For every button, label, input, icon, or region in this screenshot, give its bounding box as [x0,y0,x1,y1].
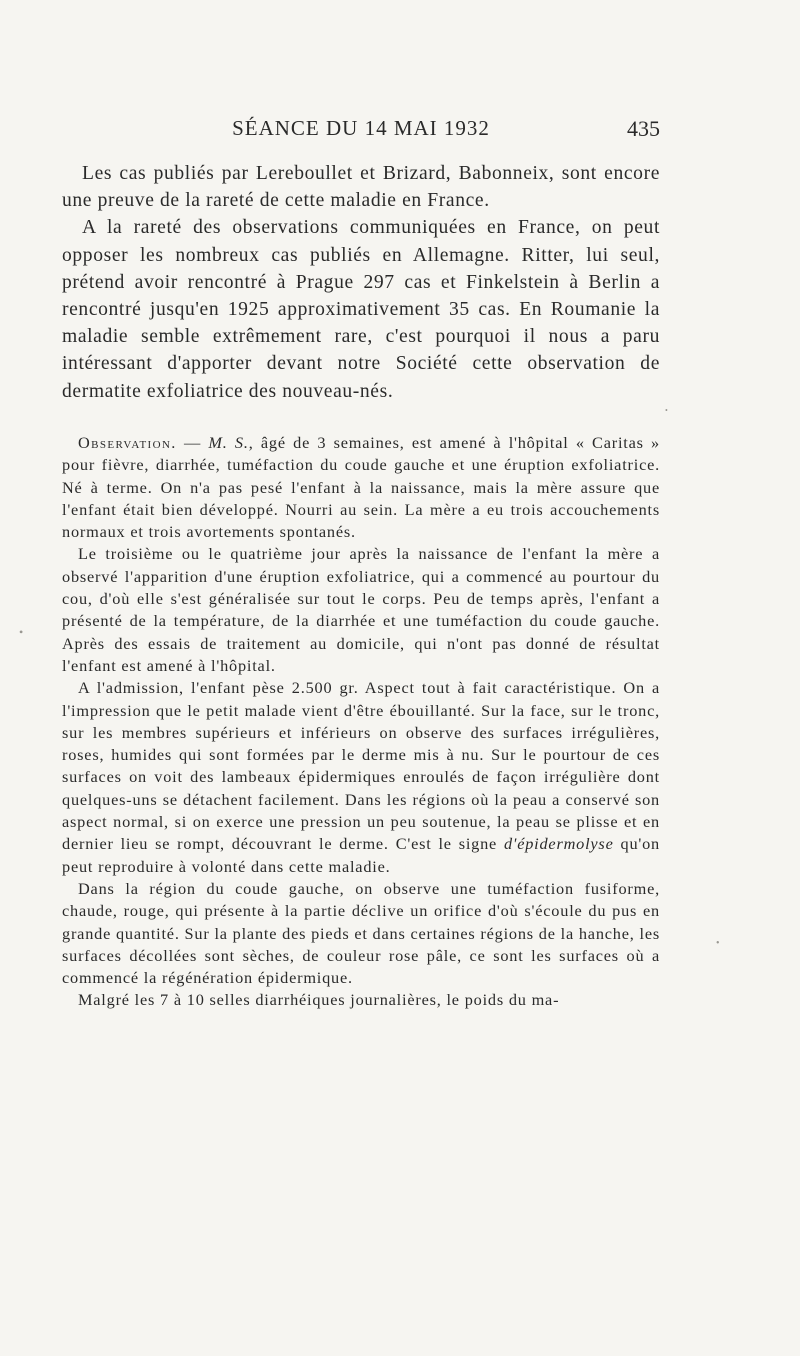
scan-speck: • [665,406,668,415]
paragraph: Malgré les 7 à 10 selles diarrhéiques journalières, le poids du ma- [78,990,560,1010]
italic-term: d'épidermolyse [503,834,614,854]
paragraph: Dans la région du coude gauche, on observe une tuméfaction fusiforme, chaude, rouge, qui présente à la partie déclive un orifice d'où s'écoule du pus en grande quantité. Sur la plante des pieds et dans certaines régions de la hanche, les surfaces décollées sont sèches, de couleur rose pâle, ce sont les surfaces où a commencé la régénération épidermique. [62,878,660,988]
running-title: SÉANCE DU 14 MAI 1932 [232,116,490,140]
body-text-large [62,160,660,405]
admission-text-end: qu'on peut reproduire à volonté dans cette maladie. [62,834,660,876]
page-number: 435 [627,116,660,141]
observation-section [62,432,660,1012]
patient-initials: M. S. [208,433,249,452]
admission-paragraph [62,677,660,878]
admission-text: A l'admission, l'enfant pèse 2.500 gr. Aspect tout à fait caractéristique. On a l'impression que le petit malade vient d'être ébouillanté. Sur la face, sur le tronc, sur les membres supérieurs et inférieurs on observe des surfaces irrégulières, roses, humides qui sont formées par le derme mis à nu. Sur le pourtour de ces surfaces on voit des lambeaux épidermiques enroulés de façon irrégulière dont quelques-uns se détachent facilement. Dans les régions où la peau a conservé son aspect normal, si on exerce une pression un peu soutenue, la peau se plisse et en dernier lieu se rompt, découvrant le derme. C'est le signe [62,678,660,854]
scan-speck: • [716,938,720,949]
running-header [62,116,660,146]
scan-speck: • [19,625,24,639]
observation-paragraph [62,432,660,543]
dash: — [176,433,209,452]
paragraph: A la rareté des observations communiquées en France, on peut opposer les nombreux cas publiés en Allemagne. Ritter, lui seul, prétend avoir rencontré à Prague 297 cas et Finkelstein à Berlin a rencontré jusqu'en 1925 approximativement 35 cas. En Roumanie la maladie semble extrêmement rare, c'est pourquoi il nous a paru intéressant d'apporter devant notre Société cette observation de dermatite exfoliatrice des nouveau-nés. [62,217,660,402]
paragraph: Le troisième ou le quatrième jour après la naissance de l'enfant la mère a observé l'apparition d'une éruption exfoliatrice, qui a commencé au pourtour du cou, d'où elle s'est généralisée sur tout le corps. Peu de temps après, l'enfant a présenté de la température, de la diarrhée et une tuméfaction du coude gauche. Après des essais de traitement au domicile, qui n'ont pas donné de résultat l'enfant est amené à l'hôpital. [62,544,660,675]
paragraph: Les cas publiés par Lereboullet et Brizard, Babonneix, sont encore une preuve de la rareté de cette maladie en France. [62,163,660,212]
observation-text: , âgé de 3 semaines, est amené à l'hôpital « Caritas » pour fièvre, diarrhée, tuméfaction du coude gauche et une éruption exfoliatrice. Né à terme. On n'a pas pesé l'enfant à la naissance, mais la mère assure que l'enfant était bien développé. Nourri au sein. La mère a eu trois accouchements normaux et trois avortements spontanés. [62,433,660,542]
observation-heading: Observation. [78,433,177,452]
